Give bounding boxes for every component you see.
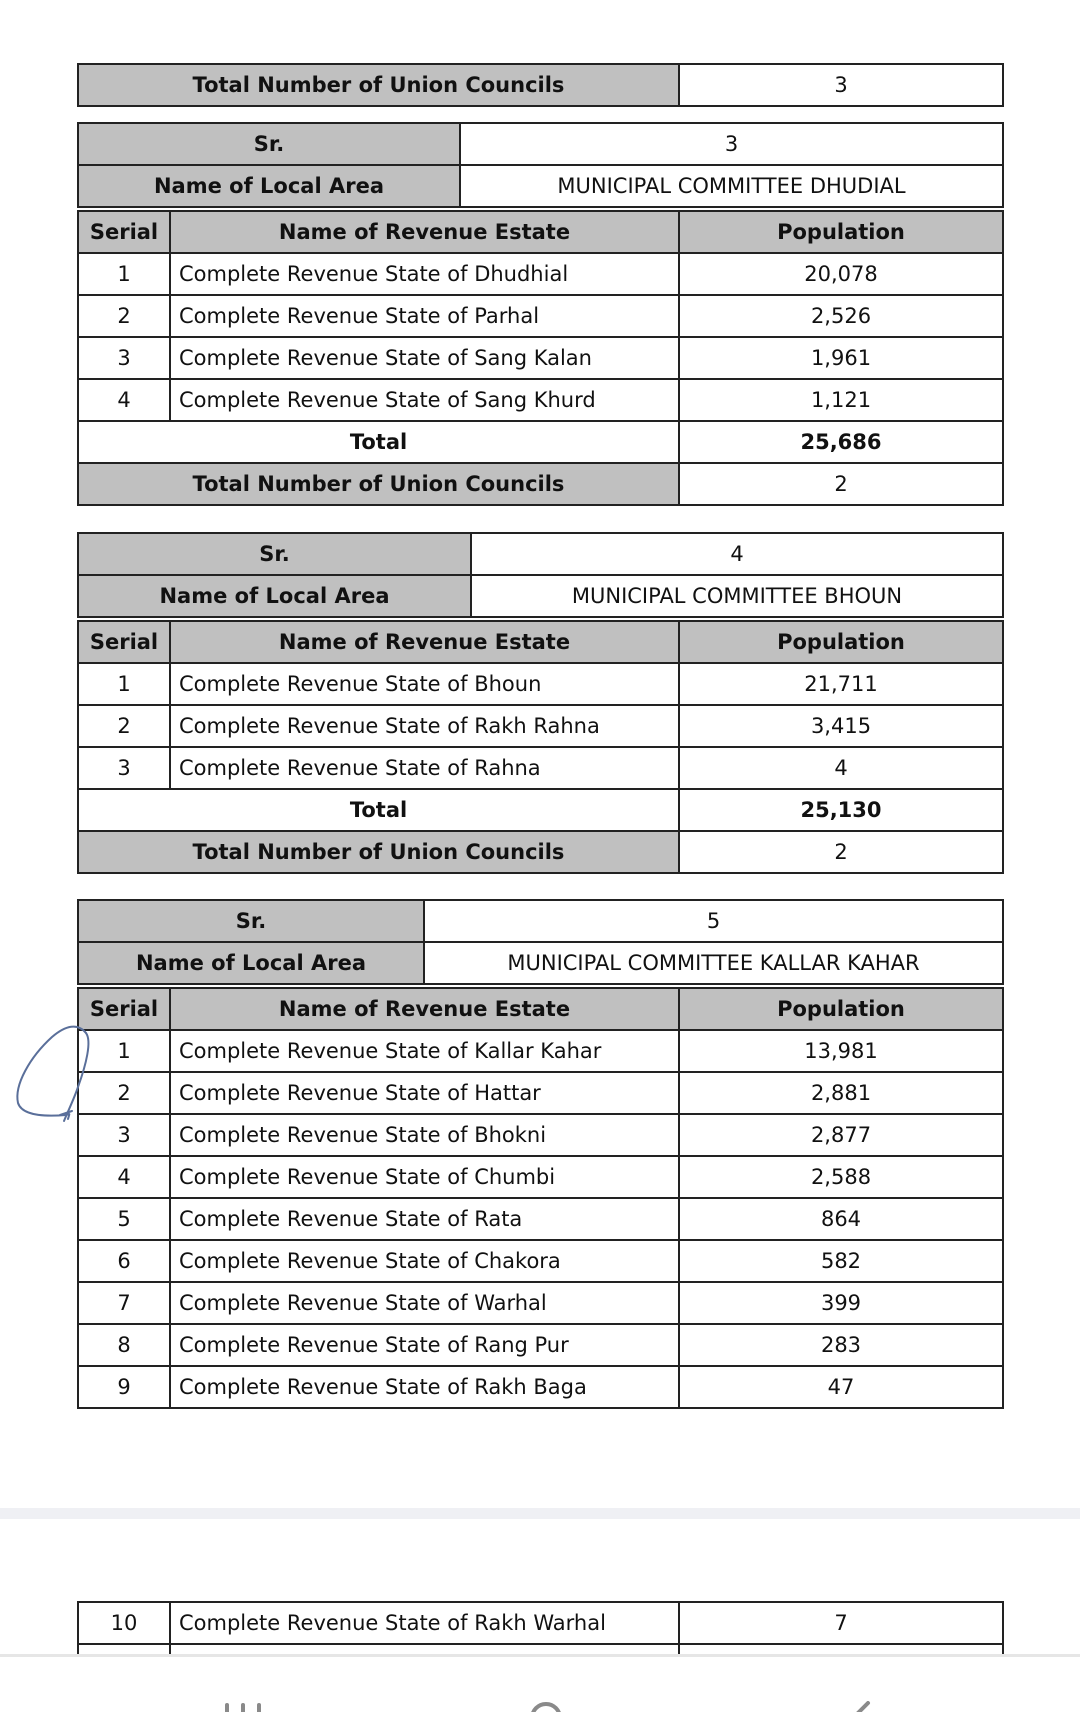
- table-row: [78, 1072, 1003, 1114]
- serial-cell: 3: [78, 1114, 170, 1156]
- population-cell: 7: [679, 1602, 1003, 1644]
- table-row: [78, 1156, 1003, 1198]
- estate-cell: Complete Revenue State of Rakh Baga: [170, 1366, 679, 1408]
- serial-cell: 6: [78, 1240, 170, 1282]
- population-cell: 283: [679, 1324, 1003, 1366]
- estate-cell: Complete Revenue State of Rahna: [170, 747, 679, 789]
- serial-cell: 1: [78, 663, 170, 705]
- population-cell: 399: [679, 1282, 1003, 1324]
- serial-cell: 3: [78, 747, 170, 789]
- serial-cell: 5: [78, 1198, 170, 1240]
- table-row: [78, 1366, 1003, 1408]
- serial-cell: 2: [78, 705, 170, 747]
- estate-cell: Complete Revenue State of Chakora: [170, 1240, 679, 1282]
- population-cell: 21,711: [679, 663, 1003, 705]
- sr-label: Sr.: [78, 533, 471, 575]
- table-header-row: [78, 621, 1003, 663]
- population-cell: 2,877: [679, 1114, 1003, 1156]
- total-row: [78, 421, 1003, 463]
- serial-header: Serial: [78, 621, 170, 663]
- estate-cell: Complete Revenue State of Sang Kalan: [170, 337, 679, 379]
- estate-cell: [170, 1644, 679, 1654]
- table-row: [78, 253, 1003, 295]
- local-area-header-table: [77, 532, 1004, 618]
- estate-cell: Complete Revenue State of Kallar Kahar: [170, 1030, 679, 1072]
- serial-header: Serial: [78, 988, 170, 1030]
- table-header-row: [78, 211, 1003, 253]
- table-row: [78, 337, 1003, 379]
- sr-value: 3: [460, 123, 1003, 165]
- total-union-councils-label: Total Number of Union Councils: [78, 64, 679, 106]
- local-area-row: [78, 942, 1003, 984]
- total-union-councils-label: Total Number of Union Councils: [78, 463, 679, 505]
- estate-cell: Complete Revenue State of Chumbi: [170, 1156, 679, 1198]
- estate-cell: Complete Revenue State of Rang Pur: [170, 1324, 679, 1366]
- page-separator: [0, 1508, 1080, 1519]
- total-union-councils-value: 2: [679, 463, 1003, 505]
- local-area-label: Name of Local Area: [78, 942, 424, 984]
- estate-cell: Complete Revenue State of Rata: [170, 1198, 679, 1240]
- system-navigation-bar: [0, 1654, 1080, 1712]
- serial-cell: 3: [78, 337, 170, 379]
- estate-cell: Complete Revenue State of Parhal: [170, 295, 679, 337]
- population-cell: 13,981: [679, 1030, 1003, 1072]
- local-area-row: [78, 165, 1003, 207]
- sr-value: 4: [471, 533, 1003, 575]
- serial-cell: 1: [78, 1030, 170, 1072]
- estate-cell: Complete Revenue State of Hattar: [170, 1072, 679, 1114]
- local-area-header-table: [77, 899, 1004, 985]
- home-icon[interactable]: [528, 1701, 564, 1712]
- population-cell: 4: [679, 747, 1003, 789]
- local-area-value: MUNICIPAL COMMITTEE BHOUN: [471, 575, 1003, 617]
- sr-row: [78, 123, 1003, 165]
- population-cell: 47: [679, 1366, 1003, 1408]
- population-header: Population: [679, 621, 1003, 663]
- table-row: [78, 1644, 1003, 1654]
- total-union-councils-row: [78, 831, 1003, 873]
- estate-cell: Complete Revenue State of Warhal: [170, 1282, 679, 1324]
- prev-section-summary-table: [77, 63, 1004, 107]
- local-area-label: Name of Local Area: [78, 165, 460, 207]
- population-cell: 2,526: [679, 295, 1003, 337]
- serial-cell: 1: [78, 253, 170, 295]
- estate-header: Name of Revenue Estate: [170, 988, 679, 1030]
- serial-cell: 8: [78, 1324, 170, 1366]
- revenue-estate-table: [77, 620, 1004, 874]
- population-cell: 2,881: [679, 1072, 1003, 1114]
- sr-row: [78, 900, 1003, 942]
- table-row: [78, 1114, 1003, 1156]
- table-row: [78, 1240, 1003, 1282]
- population-cell: 582: [679, 1240, 1003, 1282]
- total-value: 25,130: [679, 789, 1003, 831]
- estate-header: Name of Revenue Estate: [170, 621, 679, 663]
- local-area-value: MUNICIPAL COMMITTEE KALLAR KAHAR: [424, 942, 1003, 984]
- population-header: Population: [679, 988, 1003, 1030]
- total-union-councils-label: Total Number of Union Councils: [78, 831, 679, 873]
- serial-cell: 10: [78, 1602, 170, 1644]
- back-icon[interactable]: [846, 1701, 874, 1712]
- sr-label: Sr.: [78, 123, 460, 165]
- local-area-header-table: [77, 122, 1004, 208]
- sr-row: [78, 533, 1003, 575]
- table-row: [78, 1602, 1003, 1644]
- table-row: [78, 1198, 1003, 1240]
- total-union-councils-row: [78, 463, 1003, 505]
- population-cell: 2,588: [679, 1156, 1003, 1198]
- revenue-estate-table: [77, 987, 1004, 1409]
- serial-cell: 7: [78, 1282, 170, 1324]
- estate-cell: Complete Revenue State of Rakh Warhal: [170, 1602, 679, 1644]
- table-row: [78, 1282, 1003, 1324]
- population-cell: 20,078: [679, 253, 1003, 295]
- total-union-councils-row: [78, 64, 1003, 106]
- estate-cell: Complete Revenue State of Bhoun: [170, 663, 679, 705]
- total-union-councils-value: 3: [679, 64, 1003, 106]
- estate-cell: Complete Revenue State of Dhudhial: [170, 253, 679, 295]
- local-area-value: MUNICIPAL COMMITTEE DHUDIAL: [460, 165, 1003, 207]
- sr-label: Sr.: [78, 900, 424, 942]
- estate-cell: Complete Revenue State of Rakh Rahna: [170, 705, 679, 747]
- population-cell: 3,415: [679, 705, 1003, 747]
- sr-value: 5: [424, 900, 1003, 942]
- revenue-estate-table-continued: [77, 1601, 1004, 1654]
- table-row: [78, 379, 1003, 421]
- revenue-estate-table: [77, 210, 1004, 506]
- estate-header: Name of Revenue Estate: [170, 211, 679, 253]
- recent-apps-icon[interactable]: [222, 1701, 264, 1712]
- serial-cell: 4: [78, 379, 170, 421]
- total-label: Total: [78, 421, 679, 463]
- table-row: [78, 705, 1003, 747]
- table-header-row: [78, 988, 1003, 1030]
- serial-cell: 2: [78, 295, 170, 337]
- table-row: [78, 295, 1003, 337]
- local-area-row: [78, 575, 1003, 617]
- serial-cell: 4: [78, 1156, 170, 1198]
- serial-cell: 9: [78, 1366, 170, 1408]
- table-row: [78, 1324, 1003, 1366]
- population-cell: 864: [679, 1198, 1003, 1240]
- total-label: Total: [78, 789, 679, 831]
- population-cell: 1,121: [679, 379, 1003, 421]
- serial-cell: 2: [78, 1072, 170, 1114]
- total-value: 25,686: [679, 421, 1003, 463]
- serial-header: Serial: [78, 211, 170, 253]
- total-row: [78, 789, 1003, 831]
- local-area-label: Name of Local Area: [78, 575, 471, 617]
- table-row: [78, 1030, 1003, 1072]
- serial-cell: [78, 1644, 170, 1654]
- population-cell: [679, 1644, 1003, 1654]
- estate-cell: Complete Revenue State of Sang Khurd: [170, 379, 679, 421]
- table-row: [78, 747, 1003, 789]
- table-row: [78, 663, 1003, 705]
- population-header: Population: [679, 211, 1003, 253]
- estate-cell: Complete Revenue State of Bhokni: [170, 1114, 679, 1156]
- total-union-councils-value: 2: [679, 831, 1003, 873]
- population-cell: 1,961: [679, 337, 1003, 379]
